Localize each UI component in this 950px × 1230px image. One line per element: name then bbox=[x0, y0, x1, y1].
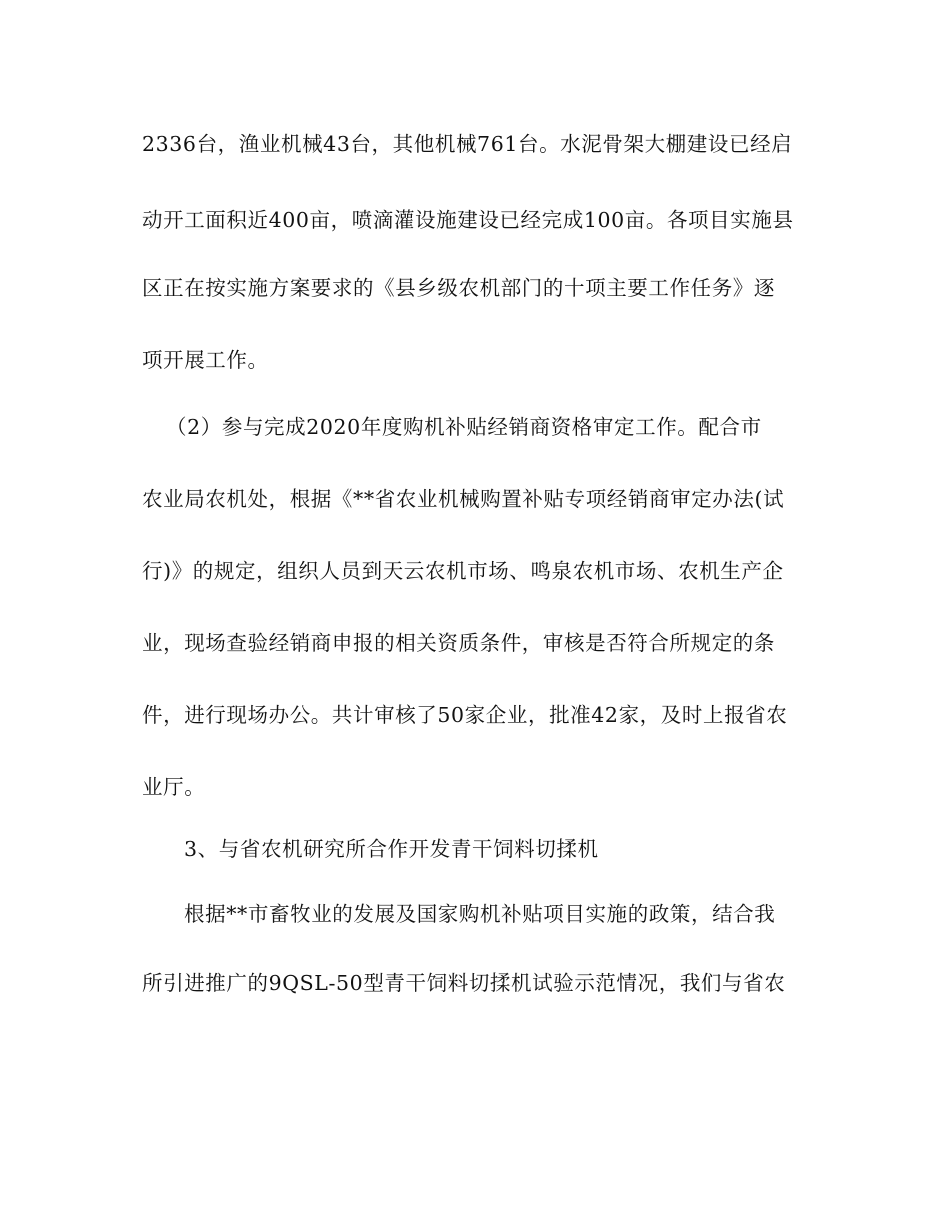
text-line-12: 根据**市畜牧业的发展及国家购机补贴项目实施的政策，结合我 bbox=[184, 902, 776, 926]
text-line-4: 项开展工作。 bbox=[142, 348, 269, 372]
text-line-3: 区正在按实施方案要求的《县乡级农机部门的十项主要工作任务》逐 bbox=[142, 276, 775, 300]
text-line-8: 业，现场查验经销商申报的相关资质条件，审核是否符合所规定的条 bbox=[142, 631, 775, 655]
text-line-7: 行)》的规定，组织人员到天云农机市场、鸣泉农机市场、农机生产企 bbox=[142, 559, 784, 583]
text-line-2: 动开工面积近400亩，喷滴灌设施建设已经完成100亩。各项目实施县 bbox=[142, 208, 794, 232]
text-line-10: 业厅。 bbox=[142, 775, 206, 799]
text-line-5: （2）参与完成2020年度购机补贴经销商资格审定工作。配合市 bbox=[166, 415, 762, 439]
text-line-9: 件，进行现场办公。共计审核了50家企业，批准42家，及时上报省农 bbox=[142, 703, 788, 727]
text-line-6: 农业局农机处，根据《**省农业机械购置补贴专项经销商审定办法(试 bbox=[142, 487, 785, 511]
text-line-13: 所引进推广的9QSL-50型青干饲料切揉机试验示范情况，我们与省农 bbox=[142, 971, 786, 995]
section-heading: 3、与省农机研究所合作开发青干饲料切揉机 bbox=[184, 837, 599, 861]
text-line-1: 2336台，渔业机械43台，其他机械761台。水泥骨架大棚建设已经启 bbox=[142, 132, 793, 156]
